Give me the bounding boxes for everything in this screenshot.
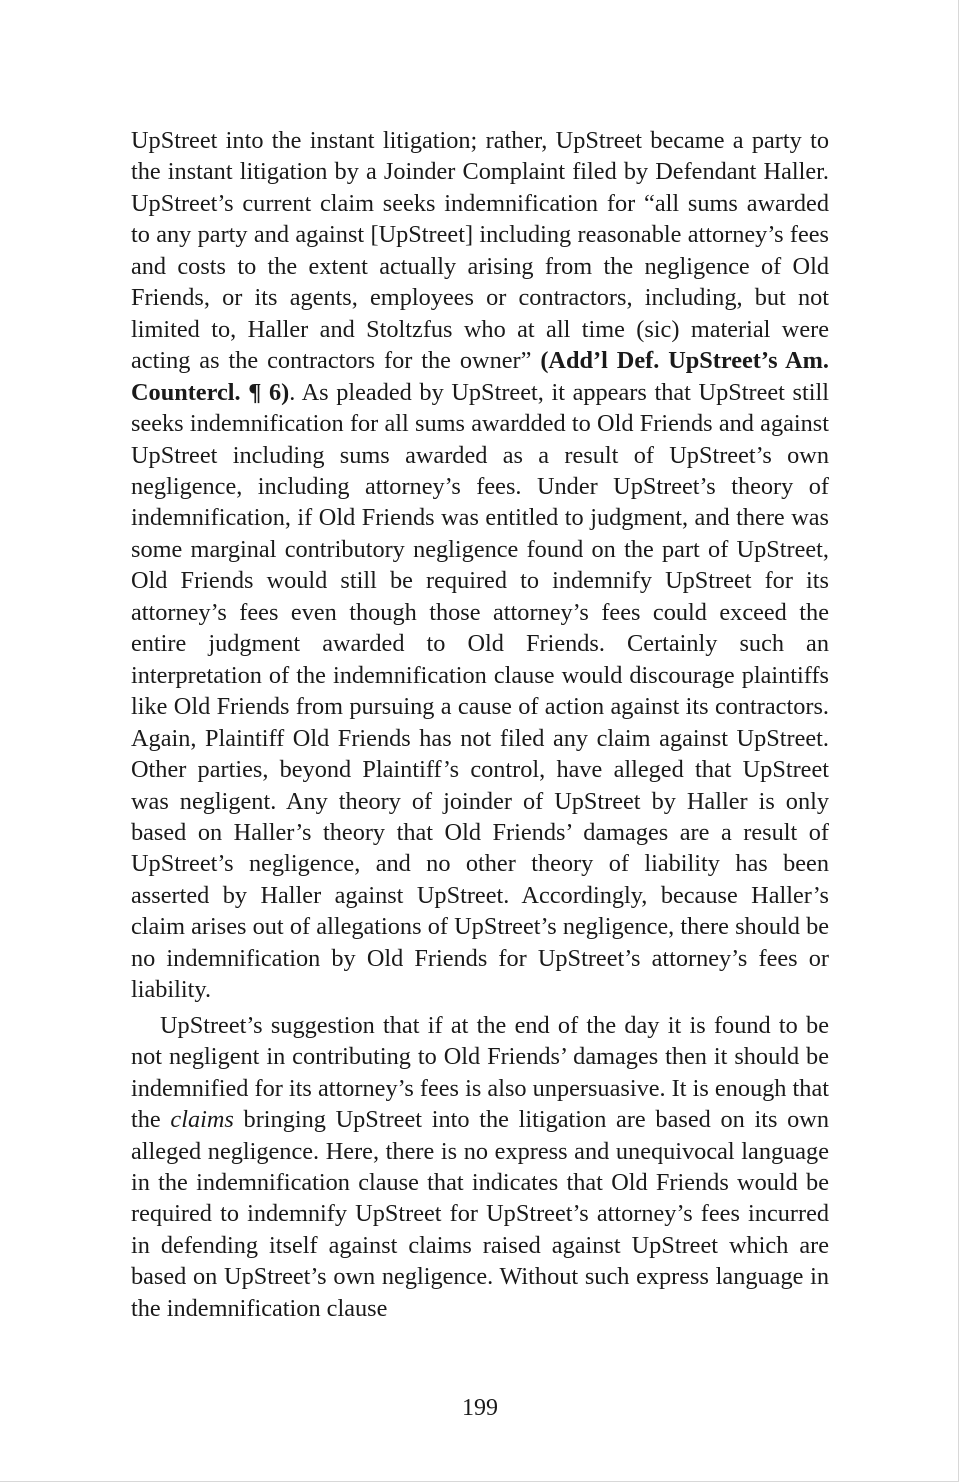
- paragraph-1: [131, 125, 829, 1006]
- paragraph-2: [131, 1010, 829, 1325]
- body-text: [131, 125, 829, 1324]
- emphasis-italic: claims: [170, 1106, 234, 1134]
- paragraph-1-text-b: . As pleaded by UpStreet, it appears that UpStreet still seeks indemnification for all sums awardded to Old Friends and against UpStreet including sums awarded as a result of UpStreet’s own negligence, including attorney’s fees. Under UpStreet’s theory of indemnification, if Old Friends was entitled to judgment, and there was some marginal contributory negligence found on the part of UpStreet, Old Friends would still be required to indemnify UpStreet for its attorney’s fees even though those attorney’s fees could exceed the entire judgment awarded to Old Friends. Certainly such an interpretation of the indemnification clause would discourage plaintiffs like Old Friends from pursuing a cause of action against its contractors. Again, Plaintiff Old Friends has not filed any claim against UpStreet. Other parties, beyond Plaintiff’s control, have alleged that UpStreet was negligent. Any theory of joinder of UpStreet by Haller is only based on Haller’s theory that Old Friends’ damages are a result of UpStreet’s negligence, and no other theory of liability has been asserted by Haller against UpStreet. Accordingly, because Haller’s claim arises out of allegations of UpStreet’s negligence, there should be no indemnification by Old Friends for UpStreet’s attorney’s fees or liability.: [131, 378, 829, 1004]
- paragraph-2-text-b: bringing UpStreet into the litigation are based on its own alleged negligence. Here, there is no express and unequivocal language in the indemnification clause that indicates that Old Friends would be required to indemnify UpStreet for UpStreet’s attorney’s fees incurred in defending itself against claims raised against UpStreet which are based on UpStreet’s own negligence. Without such express language in the indemnification clause: [131, 1106, 829, 1322]
- page-number: 199: [462, 1395, 498, 1421]
- citation-bold: (Add’l Def. UpStreet’s Am. Countercl. ¶ 6): [131, 347, 829, 406]
- paragraph-1-text-a: UpStreet into the instant litigation; rather, UpStreet became a party to the instant litigation by a Joinder Complaint filed by Defendant Haller. UpStreet’s current claim seeks indemnification for “all sums awarded to any party and against [UpStreet] including reasonable attorney’s fees and costs to the extent actually arising from the negligence of Old Friends, or its agents, employees or contractors, including, but not limited to, Haller and Stoltzfus who at all time (sic) material were acting as the contractors for the owner”: [131, 127, 829, 375]
- paragraph-2-text-a: UpStreet’s suggestion that if at the end of the day it is found to be not negligent in contributing to Old Friends’ damages then it should be indemnified for its attorney’s fees is also unpersuasive. It is enough that the: [131, 1011, 829, 1134]
